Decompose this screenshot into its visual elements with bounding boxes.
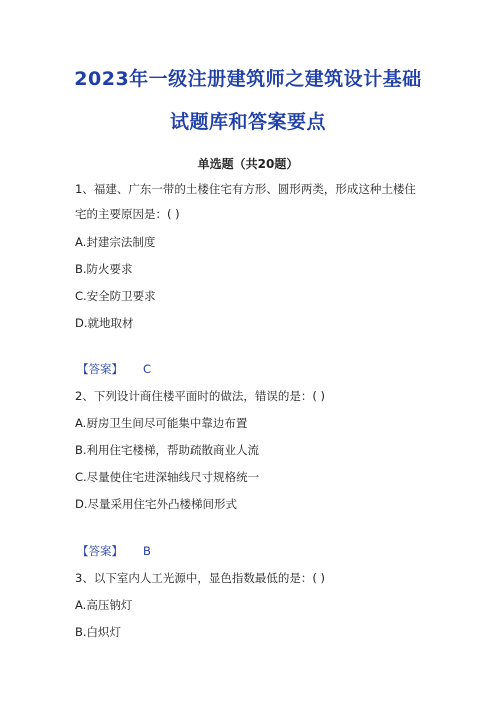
answer-label: 【答案】 [77,544,123,558]
question-3-stem-line-1: 3、以下室内人工光源中，显色指数最低的是：( ) [75,571,325,585]
question-3-option-b: B.白炽灯 [75,625,122,639]
answer-value: B [143,544,151,558]
question-1-option-a: A.封建宗法制度 [75,235,156,249]
answer-value: C [143,362,152,376]
question-2-answer [77,544,151,558]
question-2-option-b: B.利用住宅楼梯，帮助疏散商业人流 [75,443,260,457]
question-1-option-c: C.安全防卫要求 [75,289,156,303]
document-title-line-2: 试题库和答案要点 [169,111,326,133]
question-2-option-a: A.厨房卫生间尽可能集中靠边布置 [75,416,248,430]
question-1-answer [77,362,151,376]
question-3-option-a: A.高压钠灯 [75,598,133,612]
question-2-option-d: D.尽量采用住宅外凸楼梯间形式 [75,497,238,511]
document-title-line-1: 2023年一级注册建筑师之建筑设计基础 [74,68,422,90]
question-1-option-d: D.就地取材 [75,316,134,330]
question-2-option-c: C.尽量使住宅进深轴线尺寸规格统一 [75,470,260,484]
question-1-option-b: B.防火要求 [75,262,133,276]
question-1-stem-line-1: 1、福建、广东一带的土楼住宅有方形、圆形两类，形成这种土楼住 [75,182,416,196]
question-2-stem-line-1: 2、下列设计商住楼平面时的做法，错误的是：( ) [75,389,325,403]
answer-label: 【答案】 [77,362,123,376]
question-1-stem-line-2: 宅的主要原因是：( ) [75,207,180,221]
section-heading: 单选题（共20题） [197,157,299,171]
